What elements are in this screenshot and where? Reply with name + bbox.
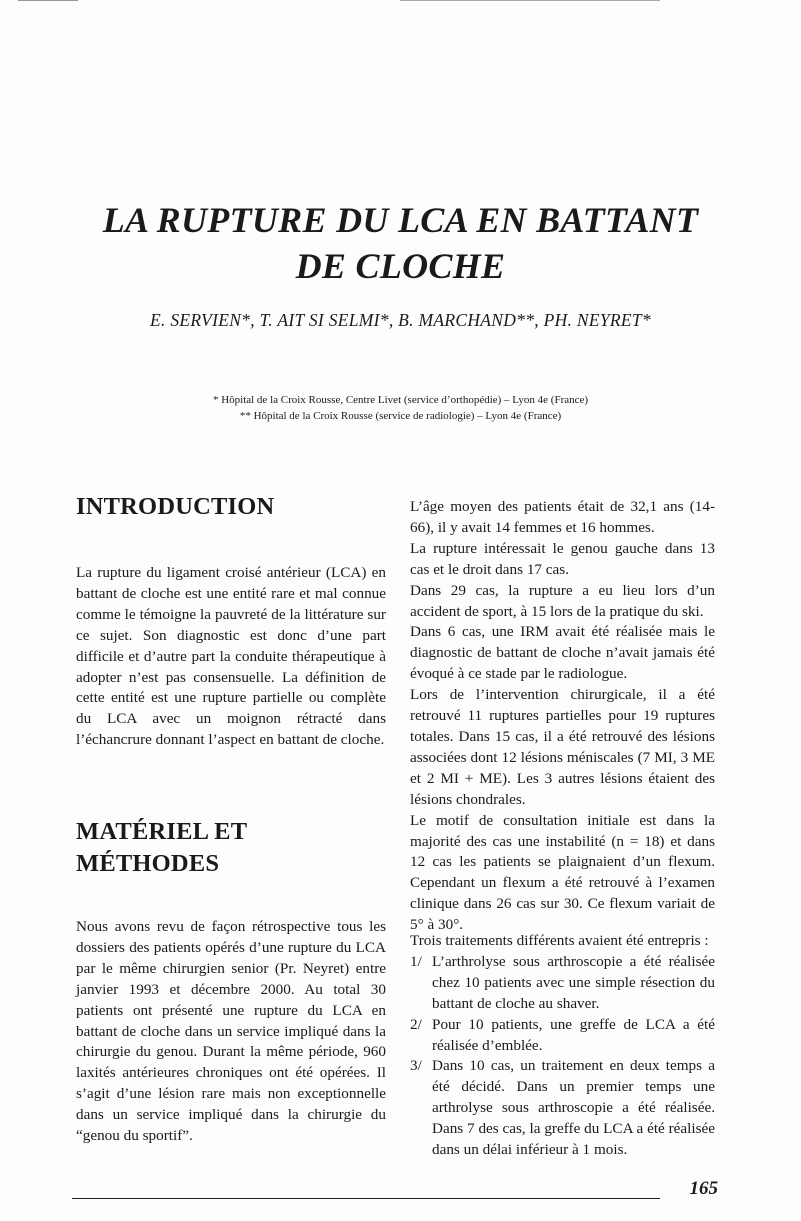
footer-rule: [72, 1198, 660, 1199]
list-item-number: 1/: [410, 952, 422, 970]
list-item-number: 3/: [410, 1057, 422, 1075]
results-side-paragraph: La rupture intéressait le genou gauche dans 13 cas et le droit dans 17 cas.: [410, 539, 715, 578]
list-item-text: Pour 10 patients, une greffe de LCA a été réalisée d’emblée.: [432, 1015, 715, 1054]
introduction-heading: INTRODUCTION: [76, 493, 275, 520]
results-surgery-paragraph: Lors de l’intervention chirurgicale, il a été retrouvé 11 ruptures partielles pour 19 ruptures totales. Dans 15 cas, il a été retrouvé des lésions associées dont 12 lésions méniscales (7 MI, 3 ME et 2 MI + ME). Les 3 autres lésions étaient des lésions chondrales.: [410, 686, 715, 808]
results-consultation-paragraph: Le motif de consultation initiale est dans la majorité des cas une instabilité (n = 18) et dans 12 cas les patients se plaignaient d’un flexum. Cependant un flexum a été retrouvé à l’examen clinique dans 26 cas sur 30. Ce flexum variait de 5° à 30°.: [410, 811, 715, 934]
article-title-line-2: DE CLOCHE: [295, 246, 506, 286]
methods-heading: [76, 816, 386, 880]
author-list: E. SERVIEN*, T. AIT SI SELMI*, B. MARCHAND**, PH. NEYRET*: [150, 310, 651, 330]
methods-heading-line-1: MATÉRIEL ET: [76, 818, 248, 845]
methods-heading-line-2: MÉTHODES: [76, 850, 220, 877]
top-edge-rule: [400, 0, 660, 1]
list-item: [410, 1015, 715, 1057]
treatment-list: [410, 931, 715, 1161]
scan-mark: [18, 0, 78, 1]
treatment-list-intro: Trois traitements différents avaient été entrepris :: [410, 932, 709, 949]
results-age-paragraph: L’âge moyen des patients était de 32,1 ans (14-66), il y avait 14 femmes et 16 hommes.: [410, 498, 715, 536]
results-mri-paragraph: Dans 6 cas, une IRM avait été réalisée mais le diagnostic de battant de cloche n’avait jamais été évoqué à ce stade par le radiologue.: [410, 623, 715, 683]
page-number: 165: [689, 1178, 718, 1199]
list-item: [410, 952, 715, 1015]
list-item-text: L’arthrolyse sous arthroscopie a été réalisée chez 10 patients avec une simple résection du battant de cloche au shaver.: [432, 952, 715, 1012]
list-item-text: Dans 10 cas, un traitement en deux temps a été décidé. Dans un premier temps une arthrolyse sous arthroscopie a été réalisée. Dans 7 des cas, la greffe du LCA a été réalisée dans un délai inférieur à 1 mois.: [432, 1057, 715, 1159]
results-cause-paragraph: Dans 29 cas, la rupture a eu lieu lors d’un accident de sport, à 15 lors de la pratique du ski.: [410, 581, 715, 620]
list-item-number: 2/: [410, 1015, 422, 1033]
affiliation-orthopedics: * Hôpital de la Croix Rousse, Centre Livet (service d’orthopédie) – Lyon 4e (France): [212, 394, 589, 406]
methods-paragraph: Nous avons revu de façon rétrospective tous les dossiers des patients opérés d’une rupture du LCA par le même chirurgien senior (Pr. Neyret) entre janvier 1993 et décembre 2000. Au total 30 patients ont présenté une rupture du LCA en battant de cloche dans un service impliqué dans la chirurgie du genou. Durant la même période, 960 laxités antérieures chroniques ont été opérées. Il s’agit d’une lésion rare mais non exceptionnelle dans un service impliqué dans la chirurgie du “genou du sportif”.: [76, 918, 386, 1145]
introduction-paragraph: La rupture du ligament croisé antérieur (LCA) en battant de cloche est une entité rare et mal connue comme le témoigne la pauvreté de la littérature sur ce sujet. Son diagnostic est donc d’une part difficile et d’autre part la conduite thérapeutique à adopter n’est pas consensuelle. La définition de cette entité est une rupture partielle ou complète du LCA avec un moignon rétracté dans l’échancrure donnant l’aspect en battant de cloche.: [76, 564, 386, 749]
results-block: [410, 497, 715, 936]
article-title-line-1: LA RUPTURE DU LCA EN BATTANT: [102, 200, 699, 240]
affiliation-radiology: ** Hôpital de la Croix Rousse (service de radiologie) – Lyon 4e (France): [239, 410, 562, 422]
list-item: [410, 1056, 715, 1161]
